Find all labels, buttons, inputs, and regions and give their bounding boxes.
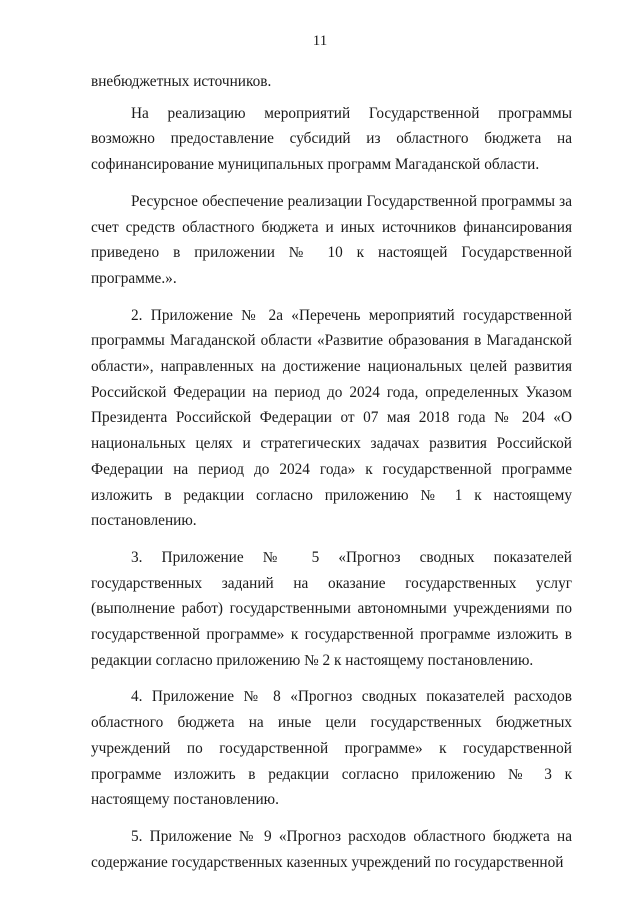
document-body: [91, 69, 572, 875]
paragraph-item-4: 4. Приложение № 8 «Прогноз сводных показателей расходов областного бюджета на иные цели государственных бюджетных учреждений по государственной программе» к государственной программе изложить в редакции согласно приложению № 3 к настоящему постановлению.: [91, 688, 572, 809]
paragraph-continuation: внебюджетных источников.: [91, 73, 272, 90]
paragraph-subsidies: На реализацию мероприятий Государственной программы возможно предоставление субсидий из областного бюджета на софинансирование муниципальных программ Магаданской области.: [91, 104, 572, 174]
paragraph-resources: Ресурсное обеспечение реализации Государственной программы за счет средств областного бюджета и иных источников финансирования приведено в приложении № 10 к настоящей Государственной программе.».: [91, 192, 572, 287]
paragraph-item-2: 2. Приложение № 2а «Перечень мероприятий государственной программы Магаданской области «Развитие образования в Магаданской области», направленных на достижение национальных целей развития Российской Федерации на период до 2024 года, определенных Указом Президента Российской Федерации от 07 мая 2018 года № 204 «О национальных целях и стратегических задачах развития Российской Федерации на период до 2024 года» к государственной программе изложить в редакции согласно приложению № 1 к настоящему постановлению.: [91, 306, 572, 530]
page-number: 11: [312, 33, 328, 49]
paragraph-item-5: 5. Приложение № 9 «Прогноз расходов областного бюджета на содержание государственных казенных учреждений по государственной: [91, 827, 572, 871]
paragraph-item-3: 3. Приложение № 5 «Прогноз сводных показателей государственных заданий на оказание государственных услуг (выполнение работ) государственными автономными учреждениями по государственной программе» к государственной программе изложить в редакции согласно приложению № 2 к настоящему постановлению.: [91, 548, 572, 669]
